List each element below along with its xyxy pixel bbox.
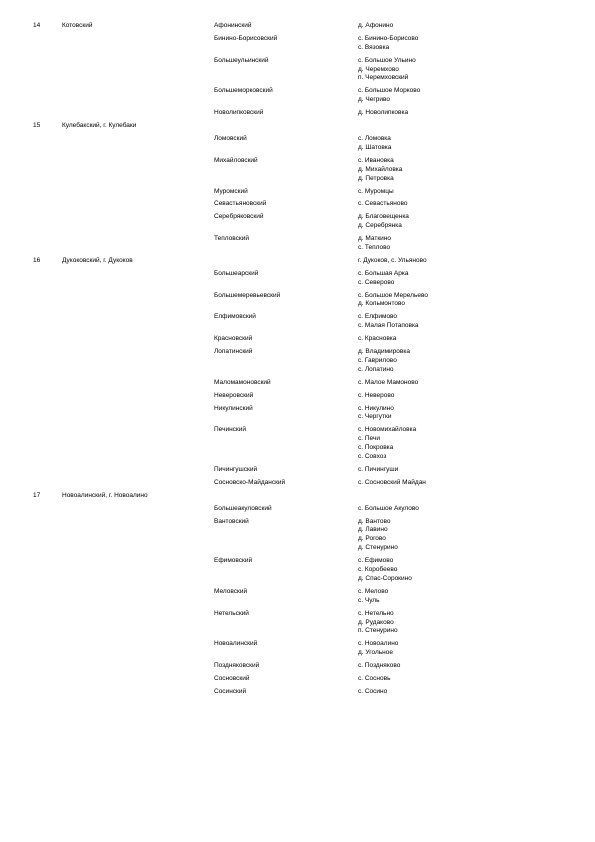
place-name: с. Большое Акулово [358, 504, 419, 512]
place-name: с. Теплово [358, 243, 391, 251]
place-name: с. Сосино [358, 688, 388, 695]
place-name: с. Сосновский Майдан [358, 478, 426, 486]
settlement-places [358, 405, 394, 423]
place-name: с. Красновка [358, 335, 397, 343]
place-name: с. Новоалино [358, 640, 399, 648]
settlement-name: Пичингушский [214, 466, 258, 473]
settlement-places [358, 557, 412, 584]
place-name: д. Шатовка [358, 143, 392, 151]
settlement-places [358, 505, 419, 514]
district-name: Котовский [62, 22, 93, 29]
settlement-name: Сосинский [214, 688, 247, 695]
settlement-places [358, 200, 408, 209]
settlement-places [358, 348, 410, 375]
settlement-name: Сосновский [214, 675, 250, 683]
settlement-name: Ефимовский [214, 557, 253, 565]
settlement-places [358, 157, 402, 184]
settlement-places [358, 466, 398, 475]
settlement-name: Неверовский [214, 391, 254, 399]
settlement-name: Маломамоновский [214, 378, 271, 386]
settlement-places [358, 22, 393, 31]
settlement-name: Большемеревьевский [214, 291, 281, 299]
place-name: д. Серебрянка [358, 222, 402, 230]
place-name: с. Чуль [358, 596, 380, 604]
place-name: г. Дукоков, с. Ульяново [358, 256, 427, 264]
place-name: с. Большое Ульино [358, 56, 416, 64]
place-name: с. Поздняково [358, 662, 401, 670]
district-name: Кулебакский, г. Кулебаки [62, 122, 137, 130]
place-name: д. Михайловка [358, 165, 403, 173]
settlement-name: Сосновско-Майданский [214, 478, 286, 486]
settlement-places [358, 57, 416, 84]
settlement-name: Лопатинский [214, 348, 253, 356]
place-name: д. Кольмонтово [358, 300, 406, 308]
place-name: п. Черемховский [358, 74, 409, 82]
settlement-name: Поздняковский [214, 662, 260, 670]
settlement-places [358, 662, 400, 671]
place-name: д. Рудаково [358, 618, 394, 626]
settlement-places [358, 688, 387, 697]
place-name: с. Малая Потаповка [358, 322, 419, 330]
settlement-places [358, 675, 390, 684]
place-name: с. Большая Арка [358, 269, 409, 277]
place-name: д. Петровка [358, 174, 394, 182]
settlement-name: Ломовский [214, 135, 247, 142]
settlement-places [358, 640, 398, 658]
district-number: 14 [33, 22, 41, 29]
settlement-places [358, 588, 388, 606]
settlement-name: Серебряковский [214, 213, 264, 221]
place-name: д. Рогово [358, 535, 386, 543]
place-name: с. Пичингуши [358, 466, 399, 473]
place-name: д. Угольное [358, 649, 393, 657]
place-name: д. Афонино [358, 22, 394, 29]
settlement-name: Тепловский [214, 235, 249, 243]
settlement-places [358, 292, 428, 310]
place-name: с. Покровка [358, 444, 394, 452]
settlement-name: Михайловский [214, 156, 258, 164]
place-name: с. Мелово [358, 587, 389, 595]
settlement-places [358, 270, 409, 288]
settlement-name: Афонинский [214, 22, 252, 29]
place-name: с. Бинино-Борисово [358, 34, 419, 42]
settlement-name: Большеульинский [214, 56, 269, 64]
place-name: с. Сосновь [358, 675, 391, 683]
settlement-places [358, 610, 398, 637]
settlement-name: Новолипковский [214, 109, 264, 117]
settlement-places [358, 35, 418, 53]
settlement-name: Муромский [214, 187, 248, 195]
settlement-places [358, 235, 391, 253]
place-name: с. Северово [358, 278, 395, 286]
place-name: с. Новомихайловка [358, 426, 417, 434]
settlement-name: Елфимовский [214, 313, 256, 321]
district-name: Новоалинский, г. Новоалино [62, 491, 148, 499]
settlement-name: Печинский [214, 426, 247, 434]
place-name: д. Вантово [358, 517, 391, 525]
place-name: д. Спас-Сорокино [358, 574, 412, 582]
settlement-name: Бинино-Борисовский [214, 34, 278, 42]
settlement-places [358, 479, 426, 488]
place-name: с. Лопатино [358, 365, 394, 373]
place-name: с. Елфимово [358, 313, 398, 321]
district-number: 16 [33, 256, 41, 264]
settlement-places [358, 313, 419, 331]
place-name: с. Ломовка [358, 135, 391, 142]
place-name: д. Маткино [358, 235, 392, 243]
settlement-name: Севастьяновский [214, 200, 267, 208]
district-center-places [358, 257, 427, 266]
place-name: с. Ивановка [358, 156, 394, 164]
place-name: с. Севастьяново [358, 200, 408, 208]
settlement-places [358, 518, 398, 554]
settlement-name: Красновский [214, 335, 253, 343]
settlement-places [358, 426, 416, 462]
place-name: с. Вязовка [358, 43, 390, 51]
place-name: с. Малое Мамоново [358, 378, 419, 386]
place-name: с. Коробеево [358, 566, 398, 574]
place-name: с. Неверово [358, 391, 395, 399]
settlement-name: Вантовский [214, 517, 249, 525]
district-number: 17 [33, 491, 41, 499]
place-name: д. Черемхово [358, 65, 399, 73]
settlement-name: Новоалинский [214, 640, 258, 648]
place-name: с. Печи [358, 435, 380, 443]
settlement-name: Нетельский [214, 609, 249, 617]
place-name: с. Совхоз [358, 453, 387, 461]
place-name: с. Гаврилово [358, 356, 397, 364]
settlement-places [358, 335, 396, 344]
settlement-name: Никулинский [214, 404, 253, 412]
settlement-name: Большеарский [214, 269, 259, 277]
place-name: с. Ефимово [358, 557, 394, 565]
place-name: с. Муромцы [358, 187, 394, 195]
place-name: д. Стенурино [358, 544, 398, 552]
settlement-name: Меловский [214, 587, 248, 595]
settlement-places [358, 392, 394, 401]
place-name: с. Большое Мерельево [358, 291, 428, 299]
district-name: Дукоковский, г. Дукоков [62, 256, 133, 264]
settlement-name: Большеморковский [214, 87, 273, 95]
settlement-places [358, 109, 408, 118]
district-number: 15 [33, 122, 41, 130]
place-name: с. Нетельно [358, 609, 394, 617]
settlement-places [358, 379, 418, 388]
settlement-places [358, 188, 394, 197]
place-name: д. Благовещенка [358, 213, 409, 221]
settlement-places [358, 135, 391, 153]
settlement-places [358, 213, 409, 231]
place-name: д. Новолипковка [358, 109, 409, 117]
place-name: д. Чегриво [358, 96, 390, 104]
settlement-places [358, 87, 420, 105]
settlement-name: Большеакуловский [214, 504, 272, 512]
place-name: с. Чергутки [358, 413, 392, 421]
place-name: с. Большое Морково [358, 87, 421, 95]
place-name: д. Владимировка [358, 348, 410, 356]
place-name: с. Никулино [358, 404, 394, 412]
place-name: п. Стенурино [358, 627, 398, 635]
place-name: д. Лавино [358, 526, 388, 534]
